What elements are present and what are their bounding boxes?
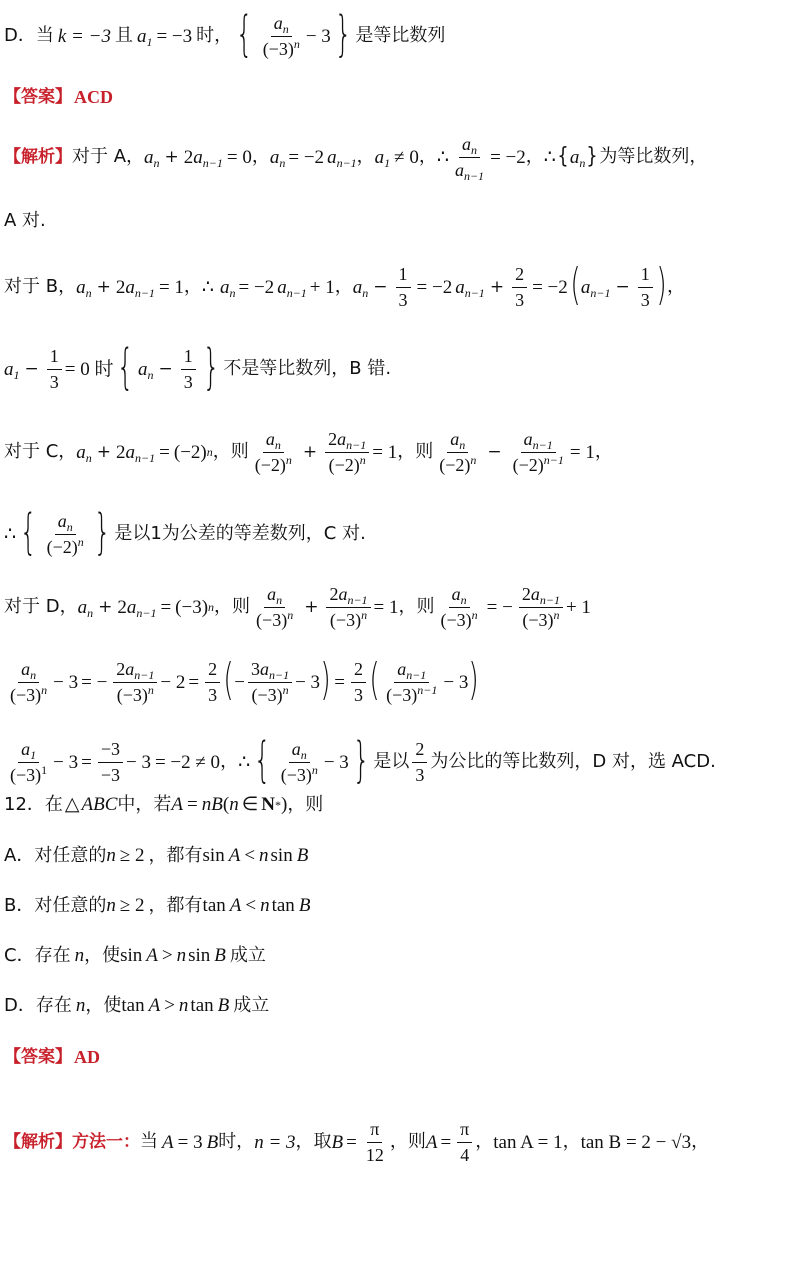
part-b-eq1: = 1 bbox=[158, 276, 184, 298]
k-equation: k = −3 bbox=[57, 25, 111, 47]
part-a-conclusion bbox=[4, 212, 794, 230]
part-d-eq1: = 1 bbox=[373, 596, 399, 618]
analysis-label: 【解析】 bbox=[4, 146, 72, 167]
q12-option-c: C．存在 n ，使 sin A > n sin B 成立 bbox=[4, 944, 266, 966]
ratio-value: = −2 bbox=[490, 146, 526, 168]
ratio-fraction: $\frac{a_n}{a_{n-1}}$ bbox=[454, 134, 485, 183]
q12-analysis-label: 【解析】 bbox=[4, 1131, 72, 1152]
part-d-ze: ，则 bbox=[214, 596, 251, 618]
minus-three: − 3 bbox=[305, 25, 331, 47]
part-c-conclusion: ∴ { $\frac{a_n}{(-2)^n}$ } 是以1为公差的等差数列，C 对. bbox=[4, 504, 366, 560]
part-c-intro: 对于 C， bbox=[4, 441, 77, 463]
analysis-part-c: 对于 C， $a_n$ + 2 $a_{n-1}$ = (−2) n ，则 $\frac{a_n}{(-2)^n}$ + $\frac{2a_{n-1}}{(-2)^n}$ = 1 ，则 $\frac{a_n}{(-2)^n}$ − $\frac{a_{n-1}}{(-2)^{n-1}}$ = 1 ， bbox=[4, 429, 613, 475]
condition-text: 时， bbox=[196, 25, 233, 46]
part-a-intro: 对于 A， bbox=[72, 146, 145, 168]
part-c-concl: 是以1为公差的等差数列，C 对. bbox=[114, 523, 366, 544]
q12-option-d: D．存在 n ，使 tan A > n tan B 成立 bbox=[4, 994, 270, 1016]
option-d-suffix: 是等比数列 bbox=[355, 25, 446, 46]
part-d-concl: 为公比的等比数列，D 对，选 ACD. bbox=[430, 751, 716, 772]
method-label: 方法一： bbox=[72, 1131, 140, 1152]
part-d-neq: = −2 ≠ 0 bbox=[154, 751, 221, 773]
option-d-prefix: D．当 bbox=[4, 25, 54, 46]
a1-symbol: $a_1$ bbox=[136, 25, 153, 49]
q11-answer bbox=[4, 88, 794, 106]
right-brace: } bbox=[334, 6, 352, 62]
q12-stem: 12．在 △ ABC 中，若 A = nB ( n ∈ N * ) ，则 bbox=[4, 793, 324, 815]
part-b-intro: 对于 B， bbox=[4, 276, 77, 298]
q12-stem-pre: 12．在 bbox=[4, 793, 63, 815]
part-b-conclusion: $a_1$ − $\frac{1}{3}$ = 0 时 { $a_n$ − $\frac{1}{3}$ } 不是等比数列，B 错. bbox=[4, 339, 392, 395]
fraction-an-over-neg3n: $\frac{a_n}{(-3)^n}$ bbox=[262, 12, 300, 59]
q12-answer bbox=[4, 1048, 794, 1066]
part-d-derivation: $\frac{a_n}{(-3)^n}$ − 3 = − $\frac{2a_{n-1}}{(-3)^n}$ − 2 = $\frac{2}{3}$ ( − $\frac{3a_{n-1}}{(-3)^n}$ − 3 ) = $\frac{2}{3}$ ( $\frac{a_{n-1}}{(-3)^{n-1}}$ − 3 ) bbox=[10, 654, 480, 706]
part-a-neq: ≠ 0 bbox=[394, 146, 419, 168]
part-a-geo-text: 为等比数列， bbox=[599, 146, 708, 168]
q12-option-a: A．对任意的 n ≥ 2 ，都有 sin A < n sin B bbox=[4, 844, 309, 866]
zero-condition: = 0 时 bbox=[64, 358, 114, 380]
part-b-tail: + 1 bbox=[309, 276, 335, 298]
q12-answer-value: AD bbox=[74, 1047, 100, 1067]
part-b-neg2: = −2 bbox=[532, 276, 568, 298]
part-c-eq1: = 1 bbox=[372, 441, 398, 463]
q12-analysis: 【解析】 方法一： 当 A = 3 B 时， n = 3 ，取 B = $\frac{\pi}{12}$ ，则 A = $\frac{\pi}{4}$ ， tan A = 1 ， tan B = 2 − √3 ， bbox=[4, 1119, 710, 1165]
tan-a-value: tan A = 1 bbox=[493, 1131, 563, 1153]
part-a-eq1: = 0 bbox=[226, 146, 252, 168]
q12-answer-label: 【答案】 bbox=[4, 1046, 72, 1067]
part-d-conclusion: $\frac{a_1}{(-3)^1}$ − 3 = $\frac{-3}{-3}$ − 3 = −2 ≠ 0 ， ∴ { $\frac{a_n}{(-3)^n}$ − 3 } 是以 $\frac{2}{3}$ 为公比的等比数列，D 对，选 ACD. bbox=[10, 732, 716, 788]
part-d-intro: 对于 D， bbox=[4, 596, 78, 618]
a1-value: = −3 bbox=[156, 25, 193, 47]
part-a-eq2: = −2 bbox=[288, 146, 325, 168]
n-equals-3: n = 3 bbox=[254, 1131, 296, 1153]
left-brace: { bbox=[236, 6, 253, 62]
part-d-plus1: + 1 bbox=[565, 596, 591, 618]
therefore-symbol: ∴ bbox=[436, 146, 449, 168]
q11-option-d bbox=[4, 6, 794, 62]
conjunction-text: 且 bbox=[114, 25, 133, 46]
part-c-ze: ，则 bbox=[212, 441, 249, 463]
answer-value: ACD bbox=[74, 87, 113, 107]
analysis-part-a: 【解析】 对于 A， $a_n$ + 2 $a_{n-1}$ = 0 ， $a_n$ = −2 $a_{n-1}$ ， $a_1$ ≠ 0 ， ∴ $\frac{a_n}{a_{n-1}}$ = −2 ， ∴ { $a_n$ } 为等比数列， bbox=[4, 134, 708, 183]
analysis-part-b: 对于 B， $a_n$ + 2 $a_{n-1}$ = 1 ， ∴ $a_n$ = −2 $a_{n-1}$ + 1 ， $a_n$ − $\frac{1}{3}$ = −2 $a_{n-1}$ + $\frac{2}{3}$ = −2 ( $a_{n-1}$ − $\frac{1}{3}$ ) ， bbox=[4, 259, 685, 311]
tan-b-value: tan B = 2 − √3 bbox=[580, 1131, 692, 1153]
analysis-part-d: 对于 D， $a_n$ + 2 $a_{n-1}$ = (−3) n ，则 $\frac{a_n}{(-3)^n}$ + $\frac{2a_{n-1}}{(-3)^n}$ = 1 ，则 $\frac{a_n}{(-3)^n}$ = − $\frac{2a_{n-1}}{(-3)^n}$ + 1 bbox=[4, 584, 591, 630]
q12-option-b: B．对任意的 n ≥ 2 ，都有 tan A < n tan B bbox=[4, 894, 311, 916]
part-a-conclusion-text: A 对. bbox=[4, 210, 46, 231]
part-b-notgeo: 不是等比数列，B 错. bbox=[223, 358, 392, 379]
answer-label: 【答案】 bbox=[4, 86, 72, 107]
